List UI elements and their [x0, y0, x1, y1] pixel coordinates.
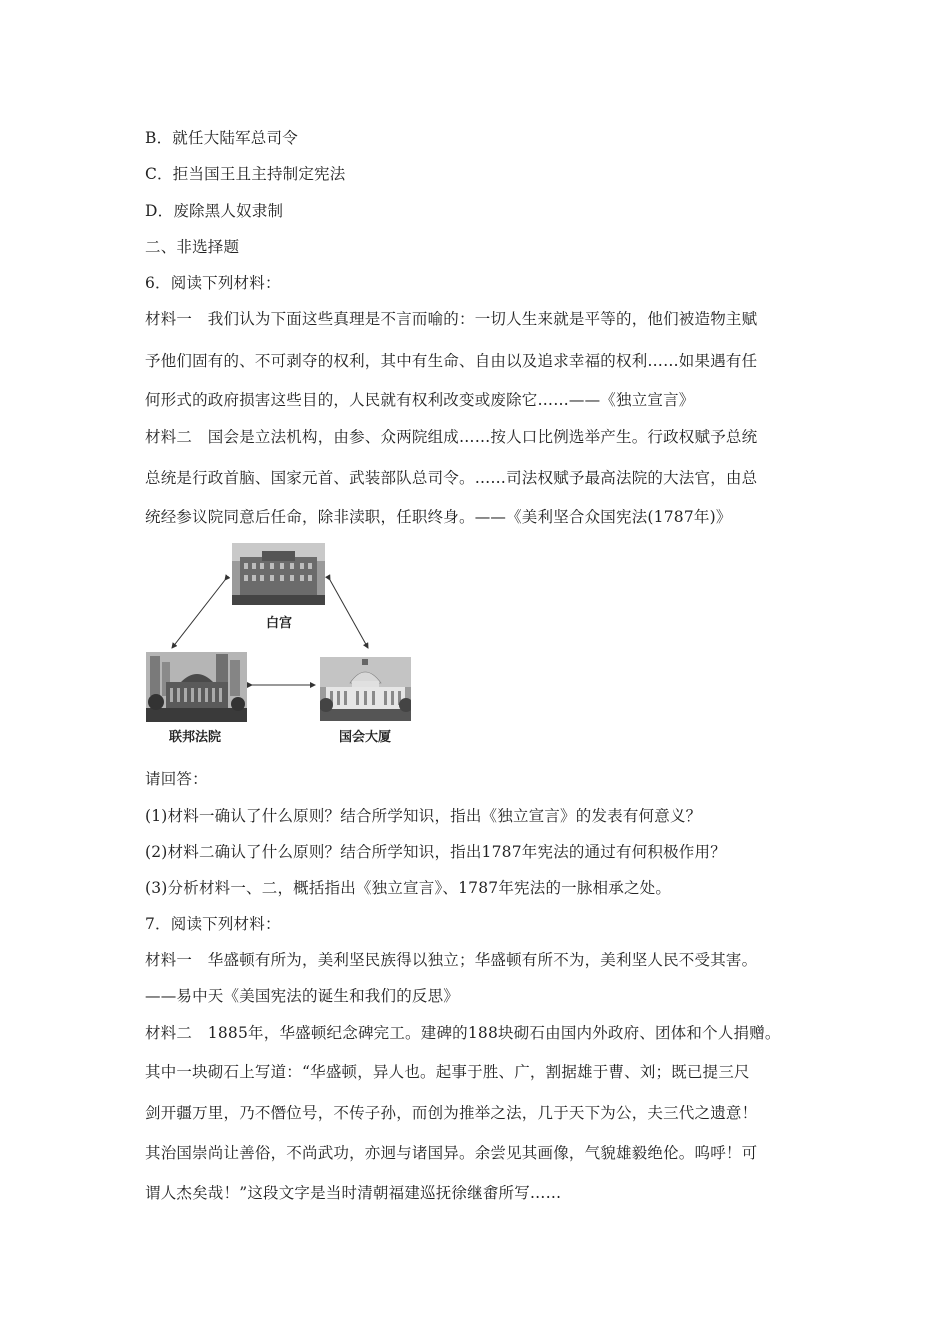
arrow-white-house-court [172, 580, 225, 648]
question-6-prompt: 6．阅读下列材料： [145, 274, 281, 292]
option-d: D．废除黑人奴隶制 [145, 202, 284, 220]
q6-material-1-line-2: 予他们固有的、不可剥夺的权利，其中有生命、自由以及追求幸福的权利……如果遇有任 [145, 352, 758, 370]
q7-material-2-line-4: 其治国崇尚让善俗，不尚武功，亦迥与诸国异。余尝见其画像，气貌雄毅绝伦。呜呼！可 [145, 1144, 758, 1162]
q7-material-2-line-1: 材料二 1885年，华盛顿纪念碑完工。建碑的188块砌石由国内外政府、团体和个人捐赠。 [145, 1024, 781, 1042]
q6-subquestion-2: (2)材料二确认了什么原则？结合所学知识，指出1787年宪法的通过有何积极作用？ [145, 843, 726, 861]
congress-building-label: 国会大厦 [338, 730, 391, 745]
option-b: B．就任大陆军总司令 [145, 129, 298, 147]
federal-court-label: 联邦法院 [168, 730, 221, 745]
option-c: C．拒当国王且主持制定宪法 [145, 165, 346, 183]
white-house-label: 白宫 [265, 616, 292, 631]
separation-of-powers-diagram [140, 540, 440, 750]
q7-material-2-line-3: 剑开疆万里，乃不僭位号，不传子孙，而创为推举之法，几于天下为公，夫三代之遗意！ [145, 1104, 758, 1122]
q6-subquestion-3: (3)分析材料一、二，概括指出《独立宣言》、1787年宪法的一脉相承之处。 [145, 879, 672, 897]
q7-material-2-line-2: 其中一块砌石上写道：“华盛顿，异人也。起事于胜、广，割据雄于曹、刘；既已提三尺 [145, 1063, 750, 1081]
white-house-image [232, 543, 325, 605]
q6-material-1-line-3: 何形式的政府损害这些目的，人民就有权利改变或废除它……——《独立宣言》 [145, 391, 695, 409]
answer-prompt: 请回答： [145, 770, 208, 788]
q6-subquestion-1: (1)材料一确认了什么原则？结合所学知识，指出《独立宣言》的发表有何意义？ [145, 807, 702, 825]
q7-material-1: 材料一 华盛顿有所为，美利坚民族得以独立；华盛顿有所不为，美利坚人民不受其害。 [145, 951, 758, 969]
q6-material-1-line-1: 材料一 我们认为下面这些真理是不言而喻的：一切人生来就是平等的，他们被造物主赋 [145, 310, 758, 328]
congress-building-image [320, 657, 411, 721]
q7-material-2-line-5: 谓人杰矣哉！”这段文字是当时清朝福建巡抚徐继畬所写…… [145, 1184, 562, 1202]
q6-material-2-line-3: 统经参议院同意后任命，除非渎职，任职终身。——《美利坚合众国宪法(1787年)》 [145, 508, 732, 526]
federal-court-image [146, 652, 247, 722]
section-title: 二、非选择题 [145, 238, 240, 256]
question-7-prompt: 7．阅读下列材料： [145, 915, 281, 933]
q7-material-1-source: ——易中天《美国宪法的诞生和我们的反思》 [145, 987, 460, 1005]
q6-material-2-line-1: 材料二 国会是立法机构，由参、众两院组成……按人口比例选举产生。行政权赋予总统 [145, 428, 758, 446]
q6-material-2-line-2: 总统是行政首脑、国家元首、武装部队总司令。……司法权赋予最高法院的大法官，由总 [145, 469, 758, 487]
